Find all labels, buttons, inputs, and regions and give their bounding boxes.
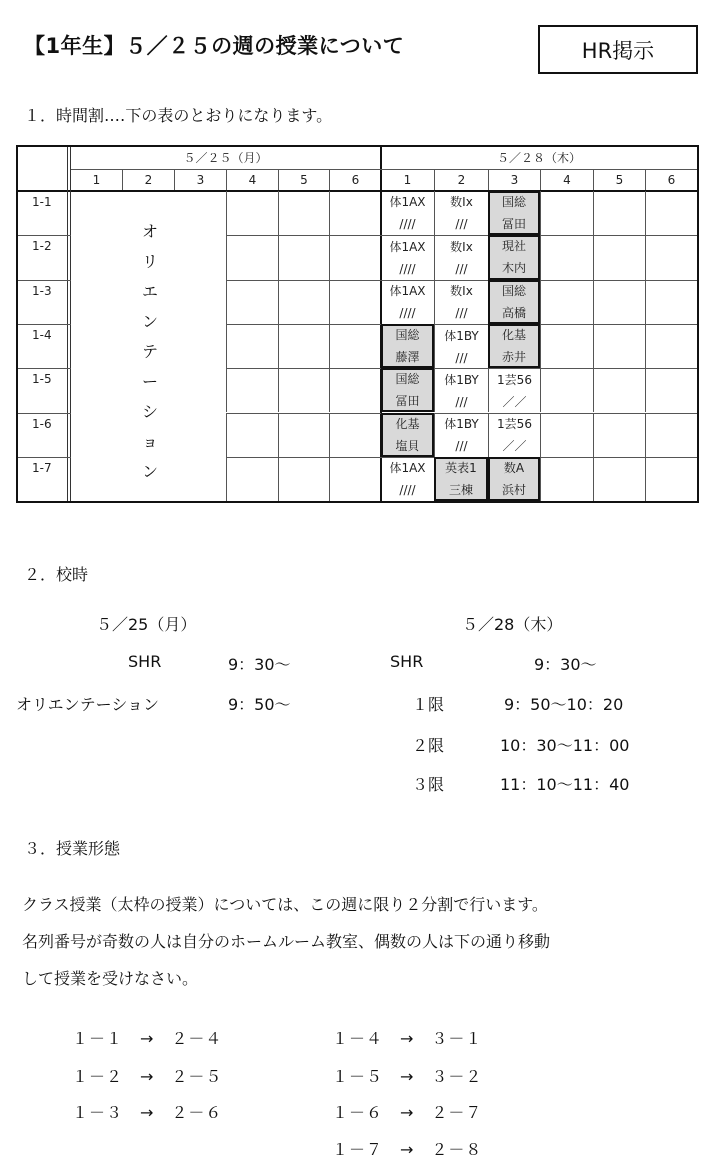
period-header: 4 (226, 169, 278, 190)
day1-orientation-time: 9：50～ (228, 695, 291, 714)
empty-cell (278, 191, 329, 235)
empty-cell (593, 191, 645, 235)
empty-cell (329, 280, 381, 324)
subject-name: 数A (503, 460, 525, 475)
lesson-cell (434, 235, 488, 279)
teacher-name: 冨田 (501, 217, 526, 232)
empty-cell (540, 413, 593, 457)
empty-cell (540, 280, 593, 324)
page-title: 【1年生】５／２５の週の授業について (24, 34, 405, 58)
teacher-name: 木内 (501, 261, 526, 276)
lesson-cell (381, 324, 434, 368)
period-header: 2 (434, 169, 488, 190)
day2-schedule-label: ５／28（木） (462, 615, 563, 634)
teacher-name: //// (399, 306, 416, 321)
subject-name: 数Ⅰx (450, 239, 473, 254)
class-label: 1-3 (32, 283, 52, 298)
class-label: 1-4 (32, 327, 52, 342)
empty-cell (540, 368, 593, 412)
empty-cell (593, 368, 645, 412)
empty-cell (593, 457, 645, 501)
teacher-name: 藤澤 (395, 350, 420, 365)
subject-name: 国総 (395, 372, 420, 387)
subject-name: 体1BY (444, 328, 479, 343)
day2-shr-label: SHR (390, 652, 424, 671)
subject-name: 化基 (395, 416, 420, 431)
period-3-time: 11：10～11：40 (500, 775, 630, 794)
empty-cell (329, 191, 381, 235)
subject-name: 1芸56 (497, 372, 532, 387)
lesson-cell (381, 191, 434, 235)
class-label: 1-7 (32, 460, 52, 475)
lesson-cell (381, 280, 434, 324)
period-header: 6 (645, 169, 697, 190)
subject-name: 体1AX (389, 284, 426, 299)
move-1-2: １－２ → ２－５ (72, 1067, 223, 1086)
empty-cell (278, 235, 329, 279)
lesson-cell (434, 191, 488, 235)
move-1-7: １－７ → ２－８ (332, 1140, 483, 1159)
empty-cell (226, 324, 278, 368)
lesson-cell (381, 235, 434, 279)
teacher-name: /// (455, 439, 468, 454)
teacher-name: 高橋 (501, 305, 526, 320)
empty-cell (645, 368, 697, 412)
day2-header: ５／２８（木） (496, 151, 581, 165)
period-header: 3 (488, 169, 540, 190)
paragraph-line-2: 名列番号が奇数の人は自分のホームルーム教室、偶数の人は下の通り移動 (22, 932, 551, 951)
lesson-cell (381, 368, 434, 412)
empty-cell (329, 457, 381, 501)
empty-cell (278, 324, 329, 368)
class-label: 1-2 (32, 239, 52, 254)
subject-name: 国総 (501, 283, 526, 298)
empty-cell (226, 280, 278, 324)
move-1-6: １－６ → ２－７ (332, 1103, 483, 1122)
teacher-name: 三棟 (448, 482, 473, 497)
orientation-label: オリエンテーション (141, 222, 158, 481)
day2-shr-time: 9：30～ (534, 655, 597, 674)
empty-cell (540, 457, 593, 501)
lesson-cell (381, 457, 434, 501)
lesson-cell (488, 280, 540, 324)
period-header: 5 (593, 169, 645, 190)
empty-cell (540, 191, 593, 235)
day1-shr-label: SHR (128, 652, 162, 671)
teacher-name: 赤井 (501, 350, 526, 365)
period-header: 3 (174, 169, 226, 190)
period-2-time: 10：30～11：00 (500, 736, 630, 755)
section-timetable-heading: １．時間割‥‥下の表のとおりになります。 (24, 106, 333, 125)
empty-cell (278, 413, 329, 457)
teacher-name: 浜村 (501, 482, 526, 497)
empty-cell (329, 324, 381, 368)
class-label: 1-1 (32, 195, 52, 209)
period-header: 6 (329, 169, 381, 190)
lesson-cell (434, 280, 488, 324)
teacher-name: //// (399, 483, 416, 498)
empty-cell (329, 235, 381, 279)
move-1-1: １－１ → ２－４ (72, 1029, 223, 1048)
lesson-cell (488, 191, 540, 235)
period-header: 5 (278, 169, 329, 190)
period-1-label: １限 (412, 695, 445, 714)
teacher-name: 塩貝 (395, 438, 420, 453)
day1-orientation-label: オリエンテーション (16, 695, 160, 714)
teacher-name: ／／ (502, 394, 527, 409)
hr-notice-badge: HR掲示 (538, 25, 698, 74)
subject-name: 数Ⅰx (450, 195, 473, 210)
period-header: 2 (122, 169, 174, 190)
paragraph-line-3: して授業を受けなさい。 (22, 969, 199, 988)
day1-header: ５／２５（月） (183, 151, 268, 165)
section-periods-heading: ２．校時 (24, 565, 89, 584)
subject-name: 現社 (501, 239, 526, 254)
lesson-cell (381, 413, 434, 457)
teacher-name: /// (455, 261, 468, 276)
empty-cell (593, 280, 645, 324)
day1-schedule-label: ５／25（月） (96, 615, 197, 634)
teacher-name: /// (455, 350, 468, 365)
empty-cell (278, 280, 329, 324)
subject-name: 体1AX (389, 239, 426, 254)
lesson-cell (488, 457, 540, 501)
timetable (16, 145, 699, 503)
empty-cell (645, 280, 697, 324)
empty-cell (645, 457, 697, 501)
period-1-time: 9：50～10：20 (504, 695, 624, 714)
empty-cell (226, 413, 278, 457)
lesson-cell (488, 235, 540, 279)
period-2-label: ２限 (412, 736, 445, 755)
subject-name: 化基 (501, 328, 526, 343)
empty-cell (540, 235, 593, 279)
lesson-cell (488, 324, 540, 368)
teacher-name: /// (455, 394, 468, 409)
empty-cell (329, 368, 381, 412)
day1-shr-time: 9：30～ (228, 655, 291, 674)
subject-name: 体1BY (444, 417, 479, 432)
subject-name: 国総 (395, 328, 420, 343)
subject-name: 英表1 (445, 460, 477, 475)
teacher-name: /// (455, 217, 468, 232)
empty-cell (226, 235, 278, 279)
empty-cell (226, 191, 278, 235)
empty-cell (593, 235, 645, 279)
class-label: 1-6 (32, 416, 52, 431)
empty-cell (329, 413, 381, 457)
empty-cell (645, 324, 697, 368)
lesson-cell (434, 368, 488, 412)
period-header: 1 (381, 169, 434, 190)
class-label: 1-5 (32, 372, 52, 387)
lesson-cell (488, 368, 540, 412)
empty-cell (278, 368, 329, 412)
empty-cell (645, 235, 697, 279)
lesson-cell (434, 324, 488, 368)
teacher-name: //// (399, 217, 416, 232)
lesson-cell (434, 457, 488, 501)
teacher-name: ／／ (502, 439, 527, 454)
subject-name: 数Ⅰx (450, 284, 473, 299)
empty-cell (645, 191, 697, 235)
period-header: 1 (71, 169, 122, 190)
subject-name: 体1AX (389, 195, 426, 210)
move-1-3: １－３ → ２－６ (72, 1103, 223, 1122)
move-1-4: １－４ → ３－１ (332, 1029, 483, 1048)
lesson-cell (434, 413, 488, 457)
section-format-heading: ３．授業形態 (24, 839, 121, 858)
paragraph-line-1: クラス授業（太枠の授業）については、この週に限り２分割で行います。 (22, 895, 548, 914)
empty-cell (540, 324, 593, 368)
lesson-cell (488, 413, 540, 457)
empty-cell (278, 457, 329, 501)
subject-name: 1芸56 (497, 417, 532, 432)
subject-name: 体1AX (389, 461, 426, 476)
period-3-label: ３限 (412, 775, 445, 794)
teacher-name: 冨田 (395, 394, 420, 409)
empty-cell (645, 413, 697, 457)
subject-name: 国総 (501, 195, 526, 210)
empty-cell (593, 324, 645, 368)
empty-cell (226, 368, 278, 412)
teacher-name: //// (399, 261, 416, 276)
empty-cell (226, 457, 278, 501)
move-1-5: １－５ → ３－２ (332, 1067, 483, 1086)
empty-cell (593, 413, 645, 457)
period-header: 4 (540, 169, 593, 190)
subject-name: 体1BY (444, 372, 479, 387)
teacher-name: /// (455, 306, 468, 321)
